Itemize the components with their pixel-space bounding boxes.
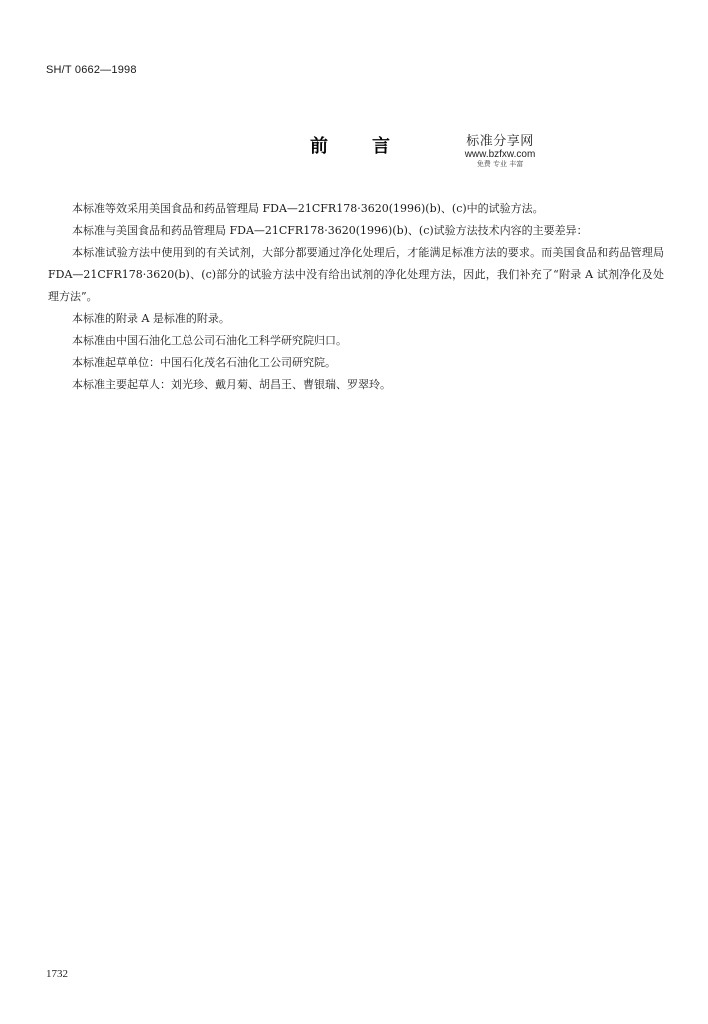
- watermark-url: www.bzfxw.com: [464, 149, 536, 160]
- paragraph-4: 本标准的附录 A 是标准的附录。: [72, 312, 230, 325]
- paragraph-2: 本标准与美国食品和药品管理局 FDA—21CFR178·3620(1996)(b)、(c)试验方法技术内容的主要差异：: [72, 224, 588, 237]
- title-char-1: 前: [310, 136, 328, 157]
- paragraph-5: 本标准由中国石油化工总公司石油化工科学研究院归口。: [72, 334, 347, 347]
- title-char-2: 言: [372, 136, 390, 157]
- paragraph-6: 本标准起草单位：中国石化茂名石油化工公司研究院。: [72, 356, 336, 369]
- watermark: [452, 134, 548, 168]
- page-title: [310, 132, 390, 158]
- paragraph-1: 本标准等效采用美国食品和药品管理局 FDA—21CFR178·3620(1996)(b)、(c)中的试验方法。: [72, 202, 544, 215]
- page-number: 1732: [46, 968, 68, 980]
- paragraph-7: 本标准主要起草人：刘光珍、戴月菊、胡昌王、曹银瑞、罗翠玲。: [72, 378, 391, 391]
- foreword-body: [48, 198, 664, 396]
- watermark-slogan: 免费 专业 丰富: [476, 160, 524, 168]
- standard-code: SH/T 0662—1998: [46, 64, 137, 76]
- watermark-name: 标准分享网: [466, 134, 534, 149]
- paragraph-3: 本标准试验方法中使用到的有关试剂，大部分都要通过净化处理后，才能满足标准方法的要求。而美国食品和药品管理局 FDA—21CFR178·3620(b)、(c)部分的试验方法中没有给出试剂的净化处理方法，因此，我们补充了“附录 A 试剂净化及处理方法”。: [48, 246, 664, 303]
